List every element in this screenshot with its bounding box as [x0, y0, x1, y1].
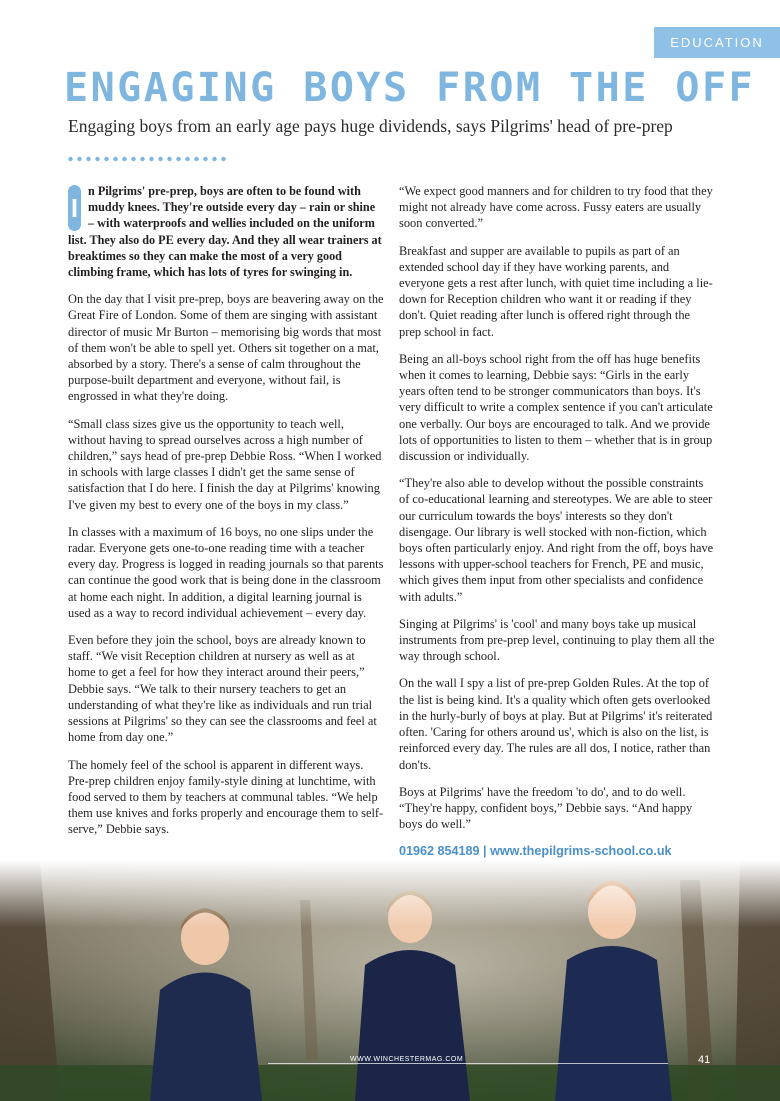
section-tab: EDUCATION [654, 27, 780, 58]
footer-rule [268, 1063, 668, 1064]
dotted-divider [66, 156, 226, 162]
footer-website[interactable]: WWW.WINCHESTERMAG.COM [350, 1056, 464, 1063]
body-paragraph: Being an all-boys school right from the off has huge benefits when it comes to learning, Debbie says: “Girls in the early years often tend to be stronger communicators than boys. It's very difficult to write a complex sentence if you can't articulate one verbally. Our boys are encouraged to talk. And we provide lots of opportunities to listen to them – whether that is in group discussion or individually. [399, 351, 713, 464]
intro-text: n Pilgrims' pre-prep, boys are often to be found with muddy knees. They're outside every day – rain or shine – with waterproofs and wellies included on the uniform list. They also do PE every day. And they all wear trainers at breaktimes so they can make the most of a very good climbing frame, which has lots of tyres for swinging in. [68, 184, 382, 280]
page-number: 41 [698, 1054, 711, 1066]
boys-running-photo [0, 860, 780, 1101]
headline: ENGAGING BOYS FROM THE OFF [64, 65, 756, 111]
body-paragraph: Even before they join the school, boys are already known to staff. “We visit Reception children at nursery as well as at home to get a feel for how they interact around their peers,” Debbie says. “We talk to their nursery teachers to get an understanding of what they're like as individuals and run trial sessions at Pilgrims' so they can see the classrooms and feel at home from day one.” [68, 633, 377, 745]
body-paragraph: Singing at Pilgrims' is 'cool' and many boys take up musical instruments from pre-prep level, continuing to play them all the way through school. [399, 616, 715, 664]
body-paragraph: Breakfast and supper are available to pupils as part of an extended school day if they have working parents, and everyone gets a rest after lunch, with quiet time including a lie-down for Reception children who want it or reading if they don't. Quiet reading after lunch is offered right through the prep school in fact. [399, 243, 713, 339]
right-column [399, 183, 715, 871]
body-paragraph: “Small class sizes give us the opportunity to teach well, without having to spread ourselves across a high number of children,” says head of pre-prep Debbie Ross. “When I worked in schools with large classes I didn't get the same sense of satisfaction that I do here. I finish the day at Pilgrims' knowing I've given my best to every one of the boys in my class.” [68, 416, 382, 512]
body-paragraph: Boys at Pilgrims' have the freedom 'to do', and to do well. “They're happy, confident boys,” Debbie says. “And happy boys do well.” [399, 784, 693, 832]
intro-paragraph [68, 183, 384, 280]
left-column [68, 183, 384, 849]
body-paragraph: “We expect good manners and for children to try food that they might not already have come across. Fussy eaters are usually soon converted.” [399, 184, 713, 231]
body-paragraph: On the wall I spy a list of pre-prep Golden Rules. At the top of the list is being kind. It's a quality which often gets overlooked in the hurly-burly of boys at play. But at Pilgrims' it's reiterated often. 'Caring for others around us', which is also on the list, is reinforced every day. The rules are all dos, I notice, rather than don'ts. [399, 676, 713, 772]
body-paragraph: “They're also able to develop without the possible constraints of co-educational learning and stereotypes. We are able to steer our curriculum towards the boys' interests so they don't disengage. Our library is well stocked with non-fiction, which boys often particularly enjoy. And right from the off, boys have lessons with upper-school teachers for French, PE and music, which gives them input from other specialists and confidence with adults.” [399, 476, 714, 604]
body-paragraph: In classes with a maximum of 16 boys, no one slips under the radar. Everyone gets one-to-one reading time with a teacher every day. Progress is logged in reading journals so that parents can continue the good work that is being done in the classroom at home each night. In addition, a digital learning journal is used as a way to record individual achievement – every day. [68, 524, 384, 620]
drop-cap: I [68, 185, 81, 231]
contact-link[interactable]: 01962 854189 | www.thepilgrims-school.co.uk [399, 844, 672, 859]
standfirst: Engaging boys from an early age pays huge dividends, says Pilgrims' head of pre-prep [68, 116, 673, 136]
body-paragraph: The homely feel of the school is apparent in different ways. Pre-prep children enjoy family-style dining at lunchtime, with food served to them by teachers at communal tables. “We help them use knives and forks properly and encourage them to self-serve,” Debbie says. [68, 757, 384, 837]
body-paragraph: On the day that I visit pre-prep, boys are beavering away on the Great Fire of London. Some of them are singing with assistant director of music Mr Burton – memorising big words that most of them won't be able to spell yet. Others sit together on a mat, absorbed by a story. There's a sense of calm throughout the purpose-built department and everyone, without fail, is engrossed in what they're doing. [68, 292, 384, 404]
